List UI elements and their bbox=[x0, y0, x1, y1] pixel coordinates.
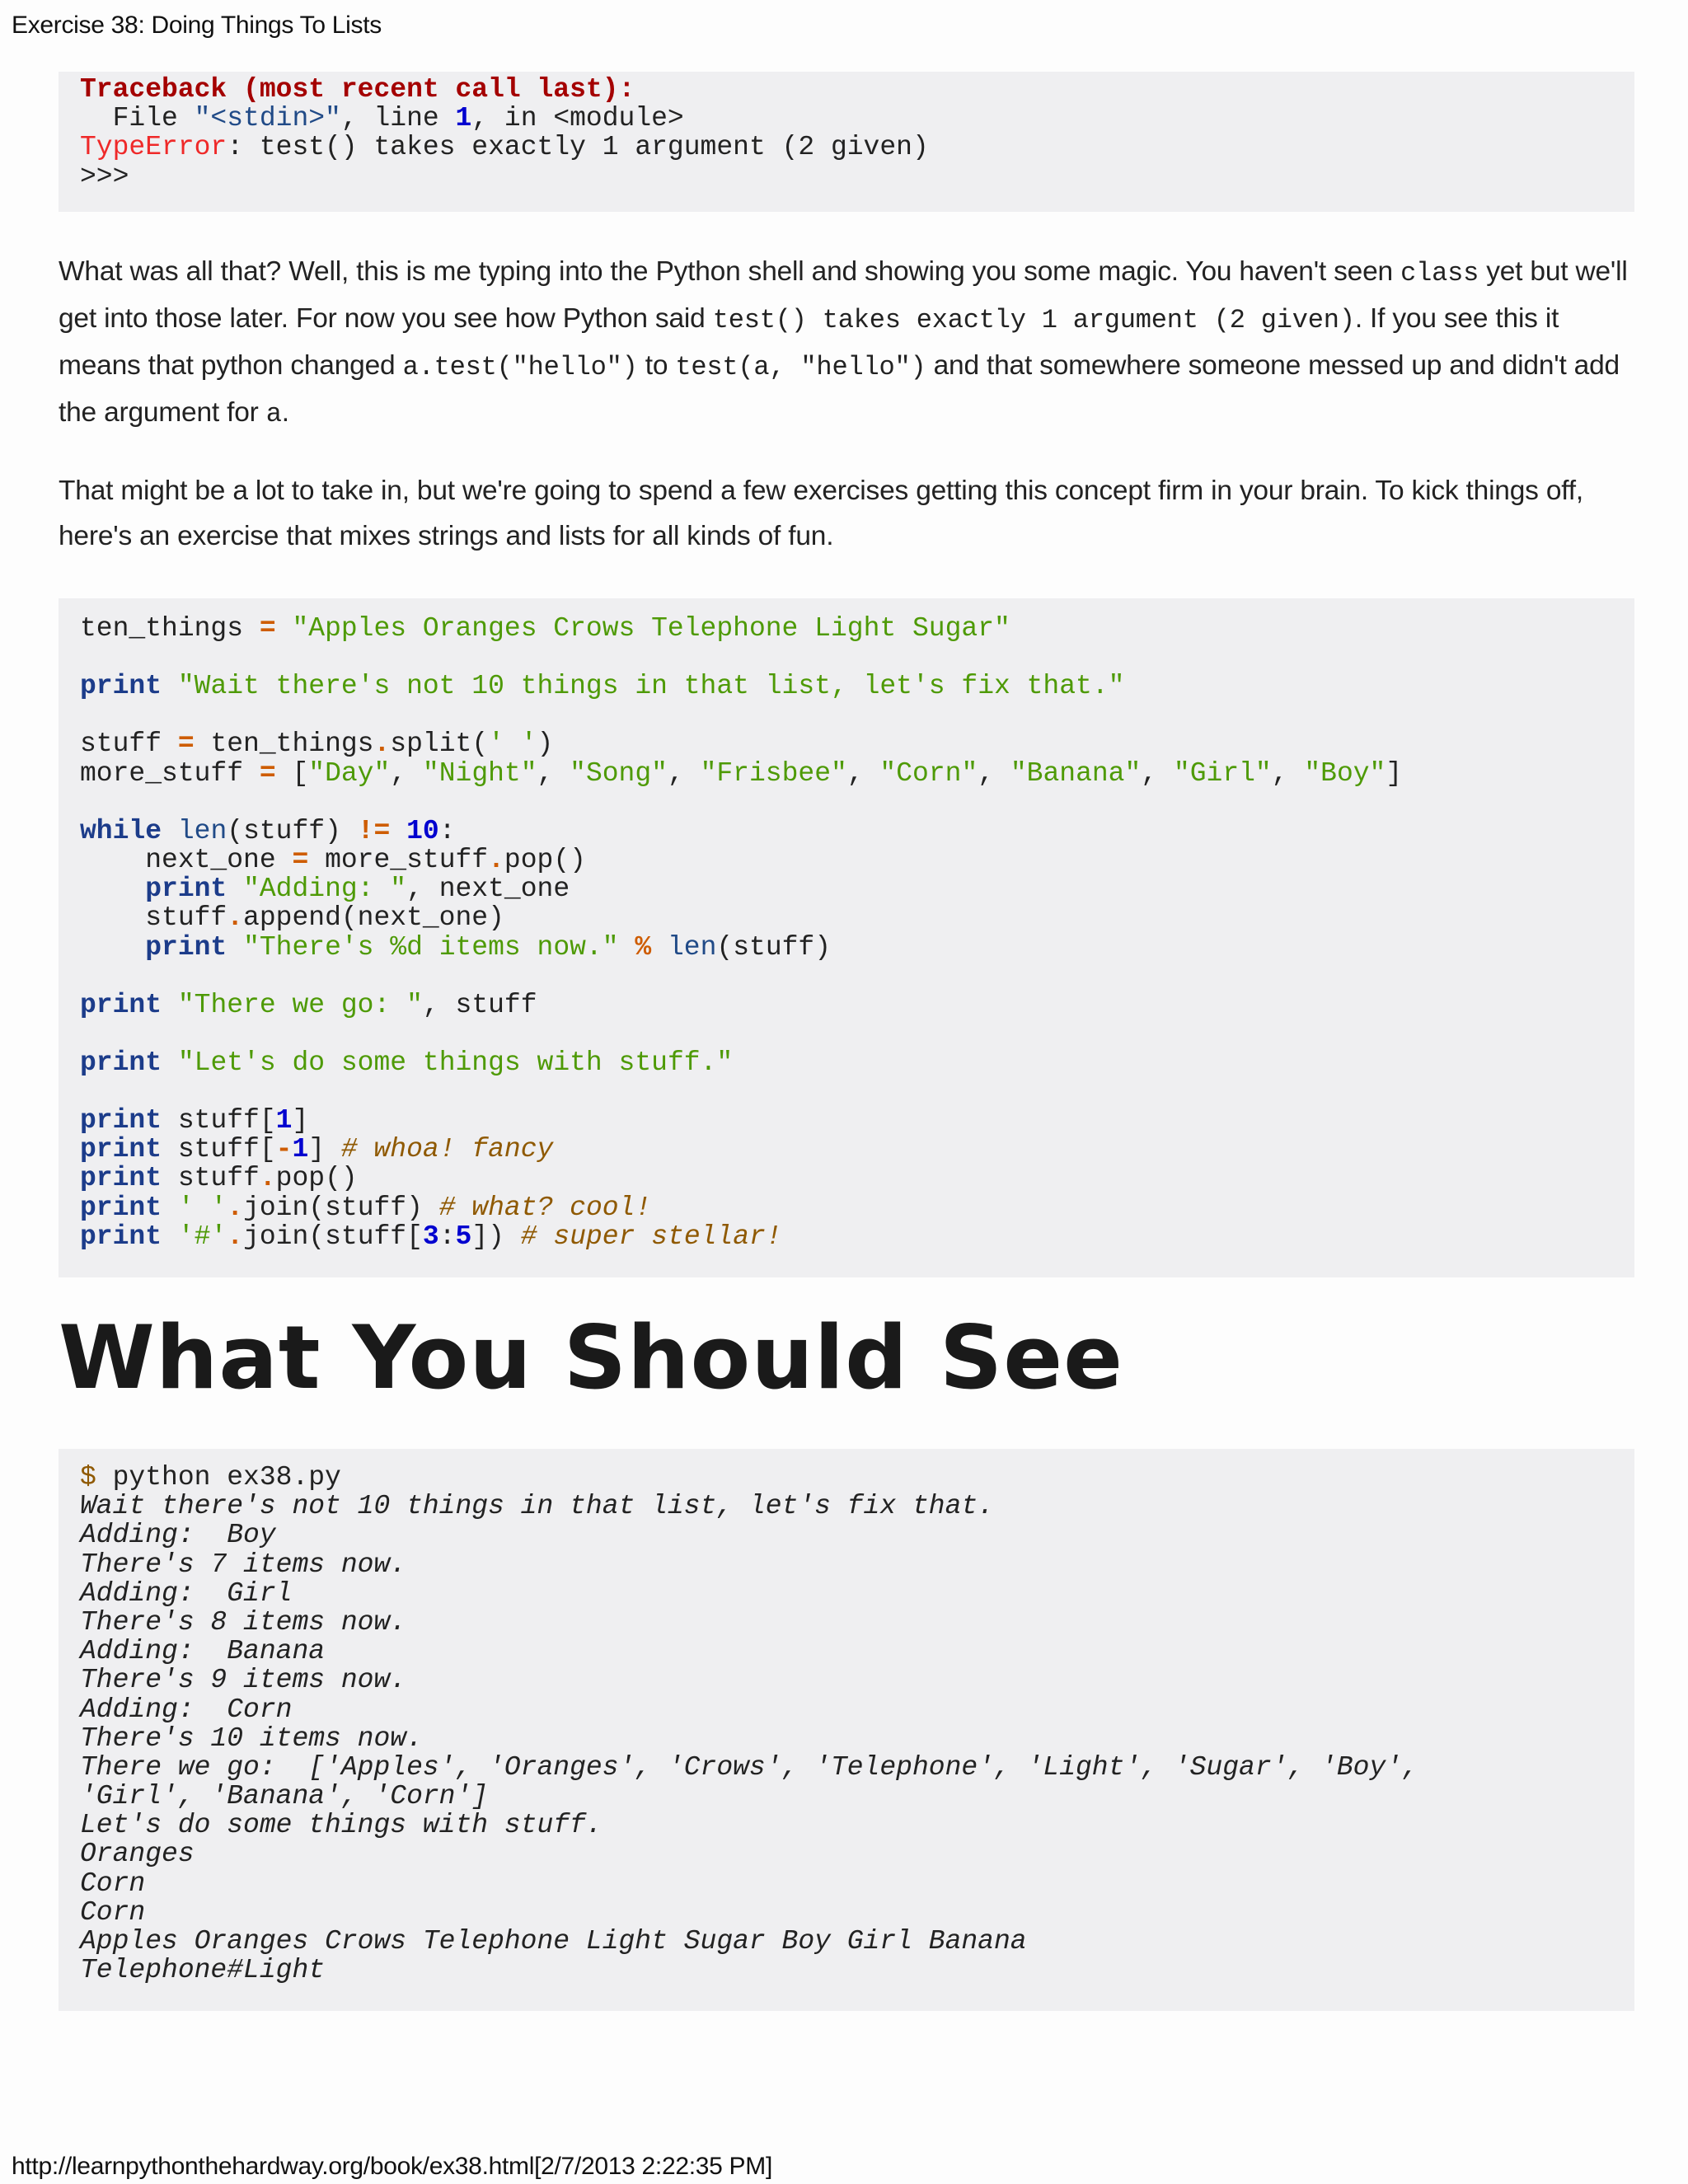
code-string: ' ' bbox=[177, 1192, 227, 1223]
inline-code: class bbox=[1400, 258, 1479, 288]
code-line bbox=[80, 1222, 1634, 1251]
code-string: "<stdin>" bbox=[194, 103, 341, 134]
code-operator: . bbox=[373, 729, 391, 760]
code-operator: = bbox=[292, 844, 309, 875]
code-text: pop() bbox=[504, 844, 586, 875]
code-string: ' ' bbox=[488, 729, 537, 760]
paragraph-text: to bbox=[637, 350, 676, 381]
code-text: join(stuff) bbox=[243, 1192, 439, 1223]
code-blank-line bbox=[80, 1019, 1634, 1048]
code-string: '#' bbox=[177, 1221, 227, 1252]
code-operator: != bbox=[357, 815, 391, 846]
code-operator: . bbox=[259, 1163, 276, 1194]
output-line: There's 7 items now. bbox=[80, 1549, 407, 1580]
code-keyword: print bbox=[80, 1192, 162, 1223]
section-heading: What You Should See bbox=[59, 1307, 1124, 1408]
code-string: "Boy" bbox=[1304, 757, 1386, 789]
code-text: ] bbox=[292, 1105, 309, 1137]
code-text: stuff bbox=[80, 729, 178, 760]
inline-code: a bbox=[265, 399, 282, 429]
output-line: Adding: Boy bbox=[80, 1520, 276, 1551]
shell-prompt: $ bbox=[80, 1462, 96, 1493]
paragraph-text: . If you see this it means that python changed bbox=[59, 303, 1559, 381]
paragraph-text: . bbox=[281, 397, 289, 428]
code-string: "Frisbee" bbox=[700, 757, 847, 789]
code-line bbox=[80, 1164, 1634, 1193]
code-line bbox=[80, 903, 1634, 932]
output-line: Wait there's not 10 things in that list, let's fix that. bbox=[80, 1491, 994, 1522]
output-line: There's 8 items now. bbox=[80, 1606, 407, 1638]
output-line: Adding: Girl bbox=[80, 1577, 293, 1609]
output-code-block bbox=[59, 1449, 1634, 2011]
code-text: File bbox=[80, 103, 195, 134]
code-comment: # whoa! fancy bbox=[340, 1134, 554, 1165]
paragraph-text: What was all that? Well, this is me typing into the Python shell and showing you some magic. You haven't seen bbox=[59, 256, 1401, 287]
output-line: There we go: ['Apples', 'Oranges', 'Crows', 'Telephone', 'Light', 'Sugar', 'Boy', bbox=[80, 1751, 1418, 1783]
code-line bbox=[80, 162, 1634, 191]
code-text: ten_things bbox=[80, 613, 260, 644]
code-text: , bbox=[1141, 757, 1174, 789]
code-line bbox=[80, 104, 1634, 133]
code-keyword: print bbox=[145, 874, 227, 905]
code-text: stuff[ bbox=[162, 1134, 276, 1165]
code-string: "Wait there's not 10 things in that list, let's fix that." bbox=[162, 671, 1125, 702]
inline-code: test(a, "hello") bbox=[675, 352, 926, 382]
output-line: Adding: Banana bbox=[80, 1636, 326, 1667]
paragraph: That might be a lot to take in, but we're going to spend a few exercises getting this concept firm in your brain. To kick things off, here's an exercise that mixes strings and lists for all kinds of fun. bbox=[59, 476, 1583, 551]
code-text: : bbox=[438, 815, 456, 846]
code-text: pop() bbox=[275, 1163, 358, 1194]
source-code-block bbox=[59, 598, 1634, 1277]
output-line: Telephone#Light bbox=[80, 1955, 326, 1986]
code-keyword: print bbox=[80, 1221, 162, 1252]
code-keyword: print bbox=[80, 989, 162, 1020]
code-line bbox=[80, 1463, 1634, 1492]
code-string: "Adding: " bbox=[243, 874, 407, 905]
code-keyword: print bbox=[145, 931, 227, 963]
code-blank-line bbox=[80, 643, 1634, 672]
paragraph-text: yet but we'll get into those later. For now you see how Python said bbox=[59, 256, 1628, 334]
code-keyword: print bbox=[80, 1047, 162, 1078]
code-operator: = bbox=[177, 729, 195, 760]
output-line: 'Girl', 'Banana', 'Corn'] bbox=[80, 1781, 489, 1812]
code-string: "Night" bbox=[422, 757, 537, 789]
code-operator: = bbox=[259, 613, 276, 644]
code-text: (stuff) bbox=[227, 815, 358, 846]
code-line bbox=[80, 874, 1634, 903]
code-number: 10 bbox=[406, 815, 439, 846]
code-string: "There's %d items now." bbox=[243, 931, 619, 963]
code-text: , in <module> bbox=[471, 103, 684, 134]
code-text: , line bbox=[340, 103, 456, 134]
code-text: stuff[ bbox=[162, 1105, 276, 1137]
code-text: ) bbox=[537, 729, 554, 760]
code-line bbox=[80, 672, 1634, 701]
output-line: Corn bbox=[80, 1868, 146, 1899]
paragraph-text: and that somewhere someone messed up and didn't add the argument for bbox=[59, 350, 1620, 428]
code-text: , bbox=[846, 757, 880, 789]
shell-command: python ex38.py bbox=[96, 1462, 341, 1493]
code-text: , bbox=[390, 757, 423, 789]
code-text: (stuff) bbox=[716, 931, 832, 963]
code-keyword: print bbox=[80, 1105, 162, 1137]
code-line bbox=[80, 1135, 1634, 1164]
output-line: Corn bbox=[80, 1896, 146, 1928]
code-text: stuff bbox=[162, 1163, 260, 1194]
code-operator: . bbox=[227, 1192, 244, 1223]
code-number: 5 bbox=[455, 1221, 472, 1252]
code-string: "Song" bbox=[570, 757, 668, 789]
code-text: : bbox=[438, 1221, 456, 1252]
code-text: ] bbox=[308, 1134, 341, 1165]
code-line bbox=[80, 1193, 1634, 1222]
code-string: "Let's do some things with stuff." bbox=[177, 1047, 734, 1078]
traceback-code-block bbox=[59, 72, 1634, 212]
code-number: 1 bbox=[292, 1134, 309, 1165]
code-keyword: print bbox=[80, 1134, 162, 1165]
code-line bbox=[80, 759, 1634, 788]
output-line: Apples Oranges Crows Telephone Light Sugar Boy Girl Banana bbox=[80, 1926, 1027, 1957]
code-text: stuff bbox=[80, 902, 227, 934]
code-string: "Day" bbox=[308, 757, 391, 789]
traceback-header: Traceback (most recent call last): bbox=[80, 74, 635, 105]
code-comment: # what? cool! bbox=[438, 1192, 652, 1223]
output-line: Adding: Corn bbox=[80, 1694, 293, 1725]
output-line: There's 10 items now. bbox=[80, 1722, 423, 1754]
code-builtin: len bbox=[177, 815, 227, 846]
code-builtin: len bbox=[667, 931, 717, 963]
code-text: join(stuff[ bbox=[243, 1221, 423, 1252]
code-operator: . bbox=[488, 844, 504, 875]
code-text: , next_one bbox=[406, 874, 570, 905]
code-line bbox=[80, 133, 1634, 162]
code-operator: . bbox=[227, 902, 244, 934]
code-string: "Apples Oranges Crows Telephone Light Sugar" bbox=[275, 613, 1010, 644]
code-text: ] bbox=[1386, 757, 1403, 789]
page-header: Exercise 38: Doing Things To Lists bbox=[12, 12, 382, 39]
code-blank-line bbox=[80, 701, 1634, 729]
code-line bbox=[80, 614, 1634, 643]
code-blank-line bbox=[80, 1077, 1634, 1106]
code-text: , bbox=[537, 757, 570, 789]
code-text: append(next_one) bbox=[243, 902, 504, 934]
code-text: split( bbox=[390, 729, 489, 760]
code-string: "Banana" bbox=[1010, 757, 1142, 789]
code-string: "Corn" bbox=[879, 757, 978, 789]
code-line bbox=[80, 991, 1634, 1019]
code-string: "Girl" bbox=[1173, 757, 1272, 789]
code-number: 3 bbox=[422, 1221, 439, 1252]
page-footer-url: http://learnpythonthehardway.org/book/ex38.html[2/7/2013 2:22:35 PM] bbox=[12, 2153, 772, 2180]
code-line bbox=[80, 75, 1634, 104]
code-line bbox=[80, 846, 1634, 874]
code-operator: % bbox=[635, 931, 652, 963]
code-text: , stuff bbox=[422, 989, 537, 1020]
code-line bbox=[80, 933, 1634, 962]
error-name: TypeError bbox=[80, 132, 227, 163]
code-text: : test() takes exactly 1 argument (2 given) bbox=[227, 132, 929, 163]
code-blank-line bbox=[80, 962, 1634, 991]
code-text: , bbox=[1271, 757, 1305, 789]
code-keyword: while bbox=[80, 815, 162, 846]
code-blank-line bbox=[80, 788, 1634, 817]
code-text: ten_things bbox=[194, 729, 374, 760]
output-line: There's 9 items now. bbox=[80, 1665, 407, 1696]
code-comment: # super stellar! bbox=[520, 1221, 782, 1252]
shell-prompt: >>> bbox=[80, 161, 129, 192]
code-text: more_stuff bbox=[308, 844, 489, 875]
code-operator: - bbox=[275, 1134, 293, 1165]
code-number: 1 bbox=[275, 1105, 293, 1137]
code-line bbox=[80, 817, 1634, 846]
code-text: more_stuff bbox=[80, 757, 260, 789]
inline-code: test() takes exactly 1 argument (2 given) bbox=[712, 305, 1355, 335]
code-text: , bbox=[978, 757, 1010, 789]
code-line bbox=[80, 1106, 1634, 1135]
paragraph bbox=[59, 249, 1641, 437]
output-line: Oranges bbox=[80, 1839, 195, 1870]
code-text: ]) bbox=[471, 1221, 521, 1252]
code-keyword: print bbox=[80, 1163, 162, 1194]
code-text: , bbox=[667, 757, 701, 789]
inline-code: a.test("hello") bbox=[402, 352, 638, 382]
code-operator: . bbox=[227, 1221, 244, 1252]
code-keyword: print bbox=[80, 671, 162, 702]
code-number: 1 bbox=[455, 103, 472, 134]
code-operator: = bbox=[259, 757, 276, 789]
code-line bbox=[80, 729, 1634, 758]
output-line: Let's do some things with stuff. bbox=[80, 1810, 603, 1841]
code-text: [ bbox=[275, 757, 309, 789]
code-line bbox=[80, 1048, 1634, 1077]
code-text: next_one bbox=[80, 844, 293, 875]
code-string: "There we go: " bbox=[177, 989, 423, 1020]
